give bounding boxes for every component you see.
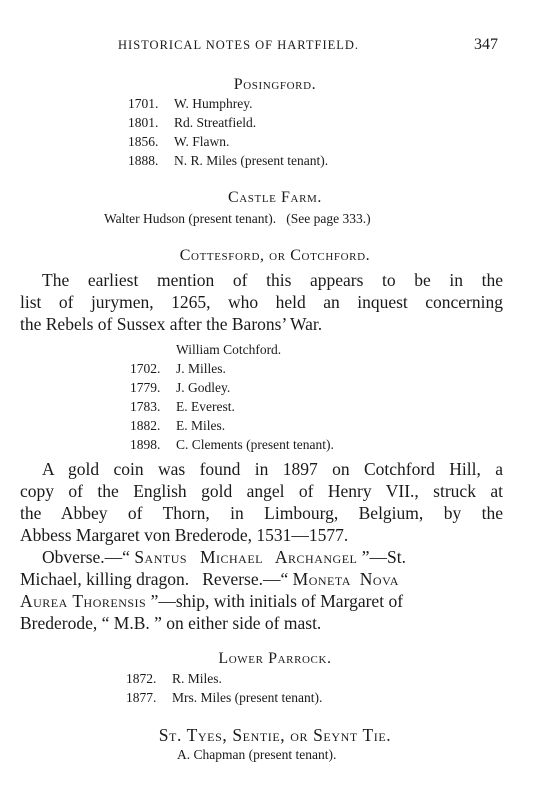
posingford-entry xyxy=(128,115,256,131)
st-tyes-note: A. Chapman (present tenant). xyxy=(177,747,337,762)
cottesford-first-name: William Cotchford. xyxy=(176,342,282,357)
entry-year: 1783. xyxy=(130,399,161,414)
posingford-entry xyxy=(128,153,328,169)
entry-name: W. Flawn. xyxy=(174,134,230,149)
entry-name: R. Miles. xyxy=(172,671,222,686)
entry-name: E. Everest. xyxy=(176,399,235,414)
obverse-suffix: ”—St. xyxy=(357,547,406,567)
obverse-legend: Santus Michael Archangel xyxy=(134,547,358,567)
castle-farm-note: Walter Hudson (present tenant). (See page 333.) xyxy=(104,211,371,226)
cottesford-entry xyxy=(130,361,226,377)
entry-year: 1872. xyxy=(126,671,157,686)
entry-year: 1701. xyxy=(128,96,159,111)
entry-year: 1702. xyxy=(130,361,161,376)
cottesford-entry xyxy=(130,380,230,396)
reverse-suffix: ”—ship, with initials of Margaret of xyxy=(146,591,404,611)
section-heading-cottesford: Cottesford, or Cotchford. xyxy=(179,247,371,264)
entry-name: J. Godley. xyxy=(176,380,231,395)
entry-year: 1856. xyxy=(128,134,159,149)
gold-coin-paragraph xyxy=(20,458,503,546)
reverse-line xyxy=(20,590,503,612)
paragraph-line: Abbess Margaret von Brederode, 1531—1577. xyxy=(20,525,349,545)
entry-year: 1898. xyxy=(130,437,161,452)
entry-name: C. Clements (present tenant). xyxy=(176,437,334,452)
entry-name: N. R. Miles (present tenant). xyxy=(174,153,329,168)
reverse-prefix: Michael, killing dragon. Reverse.—“ xyxy=(20,569,293,589)
paragraph-line: The earliest mention of this appears to be in the xyxy=(42,270,503,290)
cottesford-entry xyxy=(130,399,235,415)
page-number: 347 xyxy=(474,36,498,53)
reverse-legend-a: Moneta Nova xyxy=(292,569,399,589)
cottesford-intro-paragraph xyxy=(20,269,503,335)
entry-year: 1882. xyxy=(130,418,161,433)
entry-name: E. Miles. xyxy=(176,418,226,433)
entry-year: 1888. xyxy=(128,153,159,168)
entry-year: 1877. xyxy=(126,690,157,705)
entry-name: W. Humphrey. xyxy=(174,96,253,111)
paragraph-line: list of jurymen, 1265, who held an inquest concerning xyxy=(20,292,503,312)
section-heading-castle-farm: Castle Farm. xyxy=(227,189,323,206)
running-head: HISTORICAL NOTES OF HARTFIELD. xyxy=(118,38,360,52)
cottesford-entry xyxy=(130,418,225,434)
lower-parrock-entry xyxy=(126,690,322,706)
section-heading-posingford: Posingford. xyxy=(233,76,317,93)
posingford-entry xyxy=(128,134,229,150)
posingford-entry xyxy=(128,96,253,112)
paragraph-line: the Abbey of Thorn, in Limbourg, Belgium, by the xyxy=(20,503,503,523)
coin-legend-paragraph xyxy=(20,546,503,634)
section-heading-lower-parrock: Lower Parrock. xyxy=(218,650,332,667)
entry-name: J. Milles. xyxy=(176,361,226,376)
lower-parrock-entry xyxy=(126,671,222,687)
entry-year: 1801. xyxy=(128,115,159,130)
reverse-legend-b: Aurea Thorensis xyxy=(20,591,147,611)
paragraph-line: A gold coin was found in 1897 on Cotchford Hill, a xyxy=(42,459,503,479)
paragraph-line: copy of the English gold angel of Henry VII., struck at xyxy=(20,481,503,501)
paragraph-line: the Rebels of Sussex after the Barons’ War. xyxy=(20,314,323,334)
entry-name: Rd. Streatfield. xyxy=(174,115,257,130)
entry-name: Mrs. Miles (present tenant). xyxy=(172,690,323,705)
cottesford-entry xyxy=(130,437,334,453)
reverse-line: Brederode, “ M.B. ” on either side of mast. xyxy=(20,613,322,633)
reverse-line xyxy=(20,568,503,590)
obverse-prefix: Obverse.—“ xyxy=(42,547,135,567)
section-heading-st-tyes: St. Tyes, Sentie, or Seynt Tie. xyxy=(158,725,392,745)
entry-year: 1779. xyxy=(130,380,161,395)
obverse-line xyxy=(20,546,503,568)
